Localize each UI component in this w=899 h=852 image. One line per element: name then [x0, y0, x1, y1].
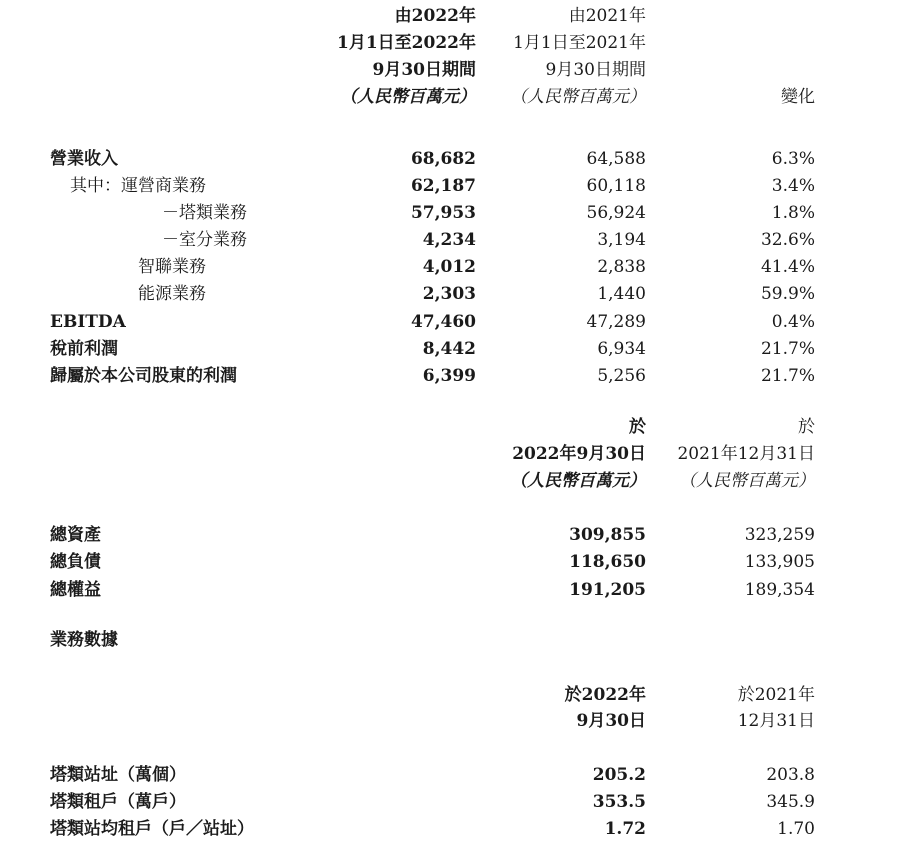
- income-header-col1-line3: 9月30日期間: [372, 60, 476, 80]
- row-value-2021: 133,905: [744, 552, 815, 572]
- row-value-2021: 64,588: [586, 149, 646, 169]
- row-value-2022: 47,460: [410, 312, 476, 332]
- balance-header-col2-line1: 於: [798, 417, 815, 437]
- business-header-col2-line1: 於2021年: [737, 685, 815, 705]
- income-header-col1-line1: 由2022年: [394, 6, 476, 26]
- row-value-2021: 1,440: [597, 284, 646, 304]
- row-change: 32.6%: [760, 230, 815, 250]
- row-value-2022: 8,442: [422, 339, 476, 359]
- row-value-2021: 189,354: [744, 580, 815, 600]
- row-label: 總負債: [50, 552, 101, 572]
- row-change: 59.9%: [760, 284, 815, 304]
- row-value-2021: 5,256: [597, 366, 646, 386]
- row-label: －塔類業務: [162, 203, 247, 223]
- row-value-2022: 57,953: [410, 203, 476, 223]
- row-value-2022: 62,187: [410, 176, 476, 196]
- row-label: 智聯業務: [138, 257, 206, 277]
- row-label: 塔類租戶（萬戶）: [50, 792, 186, 812]
- business-section-title: 業務數據: [50, 630, 118, 650]
- row-label: EBITDA: [50, 312, 126, 332]
- row-value-2021: 1.70: [777, 819, 815, 839]
- balance-header-col1-line1: 於: [629, 417, 646, 437]
- row-value-2021: 203.8: [766, 765, 815, 785]
- row-value-2022: 68,682: [410, 149, 476, 169]
- row-value-2022: 118,650: [569, 552, 646, 572]
- business-header-col1-line2: 9月30日: [576, 711, 646, 731]
- row-change: 3.4%: [771, 176, 815, 196]
- row-value-2022: 2,303: [422, 284, 476, 304]
- balance-header-col2-line3: （人民幣百萬元）: [679, 471, 815, 491]
- balance-header-col1-line2: 2022年9月30日: [512, 444, 646, 464]
- row-change: 0.4%: [771, 312, 815, 332]
- row-value-2022: 4,234: [422, 230, 476, 250]
- income-header-col2-line3: 9月30日期間: [545, 60, 646, 80]
- income-header-col2-line4: （人民幣百萬元）: [510, 87, 646, 107]
- row-label: 塔類站均租戶（戶／站址）: [50, 819, 254, 839]
- row-value-2022: 6,399: [422, 366, 476, 386]
- row-value-2022: 1.72: [604, 819, 646, 839]
- income-header-change: 變化: [781, 87, 815, 107]
- income-header-col1-line2: 1月1日至2022年: [337, 33, 476, 53]
- row-value-2022: 205.2: [592, 765, 646, 785]
- row-label: 總權益: [50, 580, 101, 600]
- row-label: 總資產: [50, 525, 101, 545]
- row-value-2021: 56,924: [586, 203, 646, 223]
- row-value-2021: 47,289: [586, 312, 646, 332]
- row-value-2021: 3,194: [597, 230, 646, 250]
- row-value-2021: 2,838: [597, 257, 646, 277]
- row-value-2021: 60,118: [586, 176, 646, 196]
- row-label: 稅前利潤: [50, 339, 118, 359]
- balance-header-col2-line2: 2021年12月31日: [677, 444, 815, 464]
- row-change: 41.4%: [760, 257, 815, 277]
- business-header-col2-line2: 12月31日: [737, 711, 815, 731]
- income-header-col1-line4: （人民幣百萬元）: [340, 87, 476, 107]
- row-change: 21.7%: [760, 366, 815, 386]
- row-value-2022: 353.5: [592, 792, 646, 812]
- row-value-2021: 323,259: [744, 525, 815, 545]
- row-label: 營業收入: [50, 149, 118, 169]
- row-change: 21.7%: [760, 339, 815, 359]
- row-change: 1.8%: [771, 203, 815, 223]
- row-label: 能源業務: [138, 284, 206, 304]
- row-value-2021: 345.9: [766, 792, 815, 812]
- income-header-col2-line1: 由2021年: [568, 6, 646, 26]
- row-value-2022: 191,205: [569, 580, 646, 600]
- row-label: 其中：運營商業務: [70, 176, 206, 196]
- row-change: 6.3%: [771, 149, 815, 169]
- business-header-col1-line1: 於2022年: [564, 685, 646, 705]
- row-value-2022: 4,012: [422, 257, 476, 277]
- row-label: －室分業務: [162, 230, 247, 250]
- income-header-col2-line2: 1月1日至2021年: [513, 33, 646, 53]
- balance-header-col1-line3: （人民幣百萬元）: [510, 471, 646, 491]
- row-value-2021: 6,934: [597, 339, 646, 359]
- row-label: 塔類站址（萬個）: [50, 765, 186, 785]
- row-value-2022: 309,855: [569, 525, 646, 545]
- row-label: 歸屬於本公司股東的利潤: [50, 366, 237, 386]
